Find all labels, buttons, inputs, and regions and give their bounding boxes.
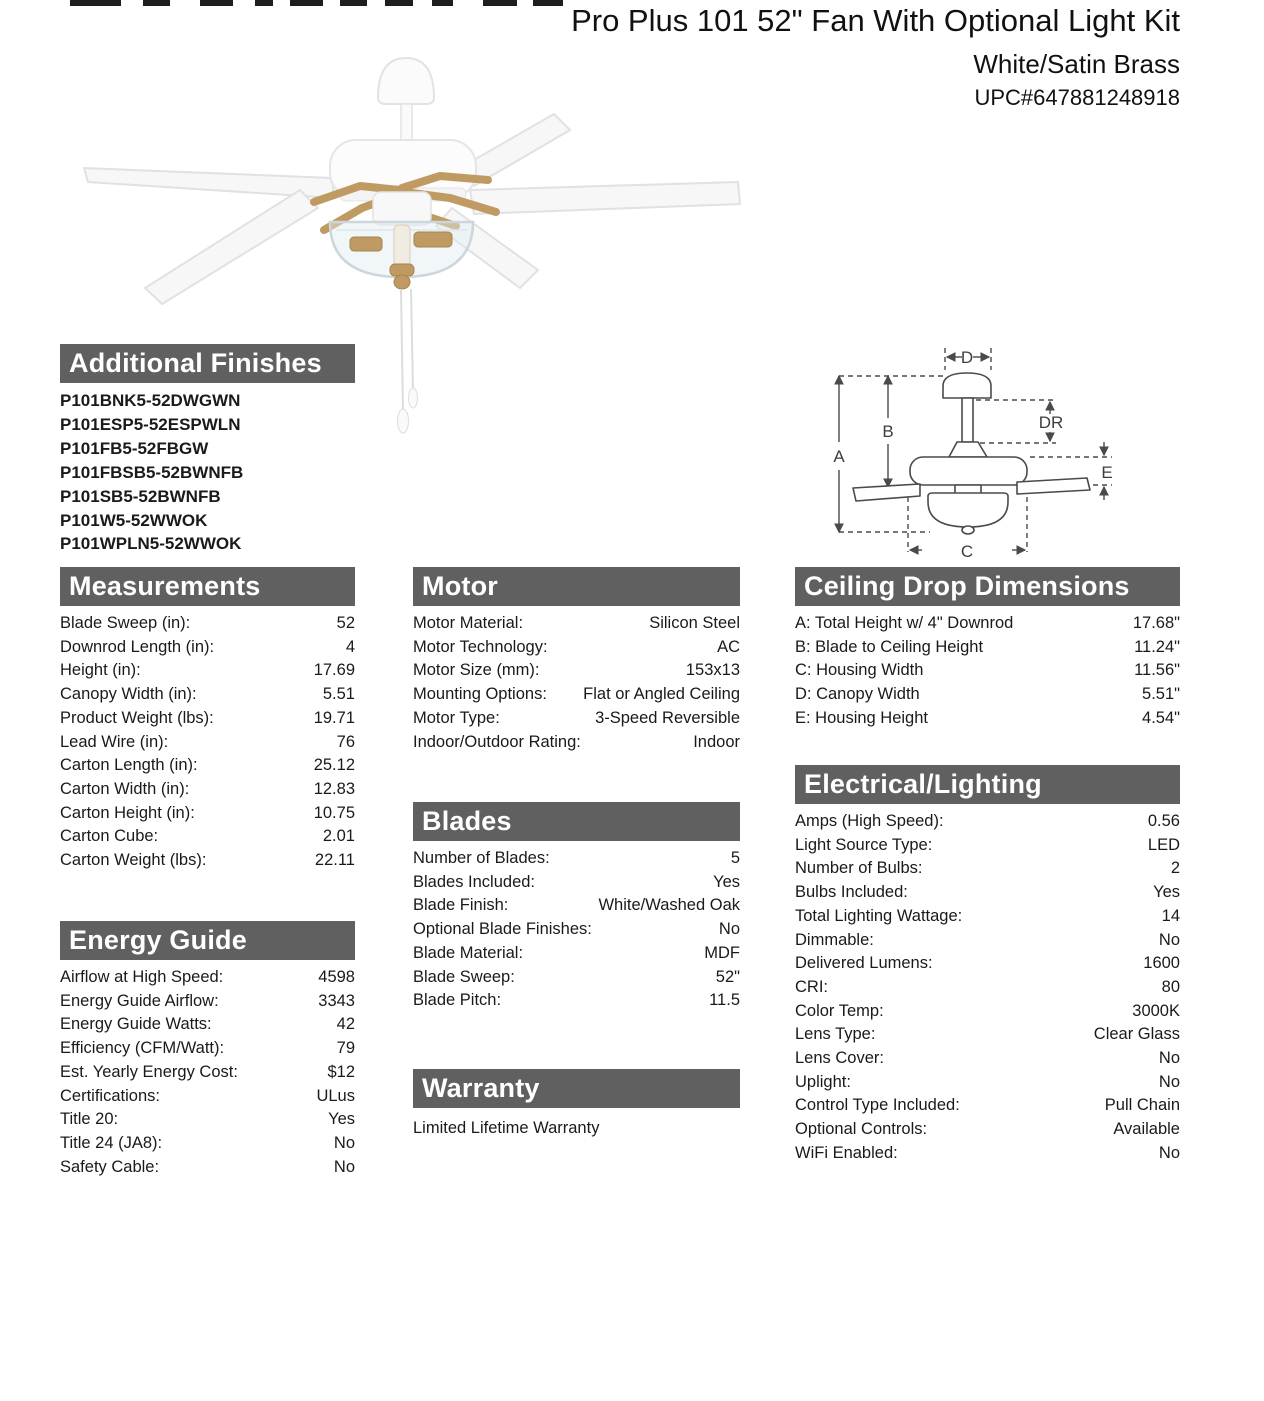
- pull-chain-end: [409, 388, 418, 408]
- spec-label: B: Blade to Ceiling Height: [795, 637, 984, 656]
- spec-label: Motor Technology:: [413, 637, 548, 656]
- section-header: Additional Finishes: [60, 344, 355, 383]
- spec-label: Carton Cube:: [60, 827, 159, 846]
- fan-canopy: [378, 58, 434, 104]
- spec-label: Light Source Type:: [795, 835, 933, 854]
- product-title: Pro Plus 101 52" Fan With Optional Light Kit: [571, 3, 1180, 38]
- spec-row: [60, 1132, 355, 1156]
- spec-value: Yes: [713, 872, 740, 891]
- section-warranty: [413, 1069, 740, 1141]
- spec-value: No: [1158, 1049, 1180, 1068]
- spec-row: [60, 636, 355, 660]
- spec-row: [413, 731, 740, 755]
- fan-blade: [145, 190, 318, 304]
- spec-row: [60, 990, 355, 1014]
- section-header: Blades: [413, 802, 740, 841]
- spec-value: Flat or Angled Ceiling: [583, 685, 740, 704]
- spec-label: Efficiency (CFM/Watt):: [60, 1039, 225, 1058]
- spec-value: No: [718, 920, 740, 939]
- spec-row: [413, 683, 740, 707]
- cropped-text-fragment: [70, 0, 121, 6]
- spec-value: 12.83: [313, 779, 355, 798]
- finish-item: P101SB5-52BWNFB: [60, 486, 221, 506]
- spec-value: No: [1158, 1072, 1180, 1091]
- spec-value: 19.71: [313, 708, 355, 727]
- spec-value: 153x13: [685, 661, 740, 680]
- diagram-label-dr: DR: [1038, 413, 1064, 432]
- spec-value: Yes: [1153, 883, 1180, 902]
- spec-value: 42: [336, 1015, 355, 1034]
- spec-label: Blade Sweep (in):: [60, 614, 191, 632]
- spec-label: Lens Type:: [795, 1025, 876, 1044]
- product-upc: UPC#647881248918: [974, 85, 1180, 110]
- cropped-text-fragment: [290, 0, 323, 6]
- finish-list: [60, 383, 355, 556]
- spec-value: 11.24": [1134, 637, 1180, 656]
- spec-value: 4.54": [1142, 708, 1180, 727]
- spec-value: 17.68": [1132, 614, 1180, 632]
- spec-label: Blade Pitch:: [413, 991, 502, 1010]
- spec-value: LED: [1147, 835, 1180, 854]
- spec-value: No: [333, 1157, 355, 1176]
- spec-row: [795, 929, 1180, 953]
- spec-label: Total Lighting Wattage:: [795, 906, 963, 925]
- section-energy-guide: [60, 921, 355, 1179]
- spec-row: [413, 942, 740, 966]
- section-header: Measurements: [60, 567, 355, 606]
- spec-value: 3000K: [1132, 1001, 1180, 1020]
- spec-row: [413, 847, 740, 871]
- spec-label: Lead Wire (in):: [60, 732, 169, 751]
- spec-row: [795, 1094, 1180, 1118]
- spec-label: CRI:: [795, 977, 828, 996]
- diagram-blade-left: [853, 484, 920, 501]
- spec-label: Indoor/Outdoor Rating:: [413, 732, 581, 751]
- spec-row: [60, 1156, 355, 1180]
- spec-label: Height (in):: [60, 661, 141, 680]
- spec-value: 5: [730, 849, 740, 867]
- spec-value: ULus: [316, 1086, 355, 1105]
- diagram-light-bowl: [928, 493, 1008, 527]
- spec-label: WiFi Enabled:: [795, 1143, 898, 1162]
- spec-label: Motor Size (mm):: [413, 661, 540, 680]
- section-ceiling-drop-dimensions: [795, 567, 1180, 731]
- spec-value: Pull Chain: [1104, 1096, 1180, 1115]
- spec-row: [795, 1118, 1180, 1142]
- spec-value: Indoor: [693, 732, 740, 751]
- spec-label: Blades Included:: [413, 872, 536, 891]
- cropped-text-fragment: [340, 0, 367, 6]
- spec-label: Bulbs Included:: [795, 883, 908, 902]
- spec-label: Carton Length (in):: [60, 756, 198, 775]
- spec-value: White/Washed Oak: [598, 896, 740, 915]
- pull-chains: [398, 289, 418, 433]
- spec-value: 11.56": [1134, 661, 1180, 680]
- spec-value: Yes: [328, 1110, 355, 1129]
- spec-label: Est. Yearly Energy Cost:: [60, 1062, 238, 1081]
- spec-label: Color Temp:: [795, 1001, 884, 1020]
- section-header: Electrical/Lighting: [795, 765, 1180, 804]
- spec-label: Optional Controls:: [795, 1120, 928, 1139]
- spec-label: Number of Bulbs:: [795, 859, 923, 878]
- diagram-mount: [949, 442, 987, 457]
- spec-row: [60, 1037, 355, 1061]
- diagram-label-d: D: [960, 348, 974, 367]
- ceiling-drop-diagram: [810, 330, 1150, 570]
- spec-row: [413, 918, 740, 942]
- spec-value: 25.12: [313, 756, 355, 775]
- finish-item: P101WPLN5-52WWOK: [60, 534, 242, 554]
- spec-label: Amps (High Speed):: [795, 812, 944, 830]
- spec-row: [413, 636, 740, 660]
- spec-label: Blade Material:: [413, 943, 524, 962]
- section-measurements: [60, 567, 355, 873]
- spec-label: Blade Finish:: [413, 896, 509, 915]
- spec-row: [413, 707, 740, 731]
- spec-value: 0.56: [1147, 812, 1180, 830]
- spec-value: 5.51": [1142, 685, 1180, 704]
- cropped-text-fragment: [432, 0, 453, 6]
- spec-value: 4598: [318, 968, 355, 986]
- spec-row: [413, 871, 740, 895]
- pull-chain-end: [398, 409, 409, 433]
- diagram-blade-right: [1017, 478, 1090, 494]
- fan-blade: [470, 182, 740, 214]
- warranty-text: Limited Lifetime Warranty: [413, 1119, 600, 1137]
- spec-value: 2.01: [322, 827, 355, 846]
- spec-label: A: Total Height w/ 4" Downrod: [795, 614, 1014, 632]
- spec-value: No: [333, 1133, 355, 1152]
- spec-value: 14: [1161, 906, 1180, 925]
- spec-value: 52: [336, 614, 355, 632]
- spec-label: Carton Weight (lbs):: [60, 851, 207, 870]
- spec-label: Carton Height (in):: [60, 803, 195, 822]
- spec-value: Clear Glass: [1093, 1025, 1180, 1044]
- spec-value: 10.75: [313, 803, 355, 822]
- section-header: Warranty: [413, 1069, 740, 1108]
- section-blades: [413, 802, 740, 1013]
- diagram-label-b: B: [882, 422, 894, 441]
- spec-row: [795, 810, 1180, 834]
- spec-label: Energy Guide Watts:: [60, 1015, 212, 1034]
- spec-table: [413, 606, 740, 754]
- spec-label: Certifications:: [60, 1086, 160, 1105]
- spec-row: [60, 612, 355, 636]
- section-header: Energy Guide: [60, 921, 355, 960]
- spec-value: $12: [327, 1062, 355, 1081]
- spec-row: [795, 659, 1180, 683]
- spec-row: [60, 802, 355, 826]
- diagram-housing: [910, 457, 1027, 485]
- spec-row: [60, 683, 355, 707]
- product-finish: White/Satin Brass: [973, 49, 1180, 79]
- spec-label: Mounting Options:: [413, 685, 547, 704]
- spec-value: Silicon Steel: [649, 614, 740, 632]
- spec-row: [60, 1108, 355, 1132]
- spec-value: 80: [1161, 977, 1180, 996]
- light-kit-fitter: [373, 192, 431, 225]
- spec-label: D: Canopy Width: [795, 685, 920, 704]
- spec-row: [413, 612, 740, 636]
- diagram-label-a: A: [833, 447, 845, 466]
- spec-label: Uplight:: [795, 1072, 851, 1091]
- spec-row: [795, 636, 1180, 660]
- spec-value: 52": [715, 967, 740, 986]
- cropped-text-fragment: [255, 0, 273, 6]
- spec-value: 1600: [1143, 954, 1180, 973]
- finish-item: P101FBSB5-52BWNFB: [60, 462, 244, 482]
- brass-finial: [394, 275, 410, 289]
- spec-label: Energy Guide Airflow:: [60, 991, 219, 1010]
- spec-label: Airflow at High Speed:: [60, 968, 224, 986]
- spec-row: [60, 825, 355, 849]
- finish-item: P101FB5-52FBGW: [60, 438, 209, 458]
- spec-label: Carton Width (in):: [60, 779, 190, 798]
- diagram-downrod: [962, 398, 973, 442]
- spec-value: 79: [336, 1039, 355, 1058]
- section-electrical-lighting: [795, 765, 1180, 1166]
- spec-row: [795, 1023, 1180, 1047]
- spec-value: No: [1158, 930, 1180, 949]
- cropped-text-fragment: [385, 0, 413, 6]
- finish-item: P101W5-52WWOK: [60, 510, 208, 530]
- spec-row: [795, 834, 1180, 858]
- spec-table: [795, 804, 1180, 1166]
- spec-row: [795, 1047, 1180, 1071]
- spec-row: [795, 1071, 1180, 1095]
- spec-row: [795, 881, 1180, 905]
- spec-label: Motor Material:: [413, 614, 524, 632]
- cropped-text-fragment: [533, 0, 563, 6]
- spec-row: [60, 849, 355, 873]
- spec-row: [795, 1142, 1180, 1166]
- spec-row: [60, 1061, 355, 1085]
- spec-row: [60, 1085, 355, 1109]
- spec-label: C: Housing Width: [795, 661, 924, 680]
- spec-value: No: [1158, 1143, 1180, 1162]
- spec-row: [60, 731, 355, 755]
- spec-label: Dimmable:: [795, 930, 874, 949]
- diagram-label-c: C: [960, 542, 974, 561]
- spec-label: Optional Blade Finishes:: [413, 920, 592, 939]
- spec-label: Product Weight (lbs):: [60, 708, 214, 727]
- spec-row: [413, 966, 740, 990]
- diagram-label-e: E: [1101, 463, 1113, 482]
- finish-item: P101BNK5-52DWGWN: [60, 391, 241, 410]
- spec-row: [60, 1013, 355, 1037]
- spec-table: [795, 606, 1180, 731]
- spec-row: [795, 905, 1180, 929]
- diagram-canopy: [943, 373, 991, 398]
- spec-table: [60, 960, 355, 1179]
- spec-table: [60, 606, 355, 873]
- section-additional-finishes: [60, 344, 355, 556]
- spec-value: 3343: [318, 991, 355, 1010]
- spec-row: [413, 989, 740, 1013]
- spec-row: [413, 659, 740, 683]
- spec-row: [795, 707, 1180, 731]
- spec-label: Title 20:: [60, 1110, 119, 1129]
- spec-row: [60, 778, 355, 802]
- cropped-text-fragment: [143, 0, 170, 6]
- spec-row: [795, 683, 1180, 707]
- spec-label: Control Type Included:: [795, 1096, 960, 1115]
- spec-row: [795, 857, 1180, 881]
- spec-value: 5.51: [322, 685, 355, 704]
- diagram-finial: [962, 526, 974, 534]
- spec-table: [413, 841, 740, 1013]
- spec-value: Available: [1113, 1120, 1180, 1139]
- spec-value: 22.11: [314, 851, 355, 870]
- cropped-text-fragment: [200, 0, 233, 6]
- section-header: Ceiling Drop Dimensions: [795, 567, 1180, 606]
- spec-value: 11.5: [709, 991, 740, 1010]
- section-header: Motor: [413, 567, 740, 606]
- finish-item: P101ESP5-52ESPWLN: [60, 414, 241, 434]
- spec-value: 3-Speed Reversible: [595, 708, 740, 727]
- spec-row: [795, 1000, 1180, 1024]
- spec-label: Downrod Length (in):: [60, 637, 215, 656]
- spec-label: Canopy Width (in):: [60, 685, 197, 704]
- spec-value: 17.69: [313, 661, 355, 680]
- spec-label: Motor Type:: [413, 708, 500, 727]
- spec-label: E: Housing Height: [795, 708, 928, 727]
- cropped-text-fragment: [483, 0, 517, 6]
- spec-label: Blade Sweep:: [413, 967, 515, 986]
- spec-row: [795, 976, 1180, 1000]
- spec-row: [60, 966, 355, 990]
- spec-row: [60, 754, 355, 778]
- spec-label: Title 24 (JA8):: [60, 1133, 163, 1152]
- spec-value: 2: [1170, 859, 1180, 878]
- spec-row: [60, 659, 355, 683]
- spec-label: Lens Cover:: [795, 1049, 884, 1068]
- spec-label: Delivered Lumens:: [795, 954, 933, 973]
- spec-row: [795, 612, 1180, 636]
- spec-label: Safety Cable:: [60, 1157, 160, 1176]
- spec-row: [60, 707, 355, 731]
- spec-row: [413, 894, 740, 918]
- section-motor: [413, 567, 740, 754]
- spec-label: Number of Blades:: [413, 849, 550, 867]
- spec-value: 4: [345, 637, 355, 656]
- spec-value: MDF: [704, 943, 740, 962]
- spec-value: 76: [336, 732, 355, 751]
- spec-value: AC: [717, 637, 740, 656]
- spec-row: [795, 952, 1180, 976]
